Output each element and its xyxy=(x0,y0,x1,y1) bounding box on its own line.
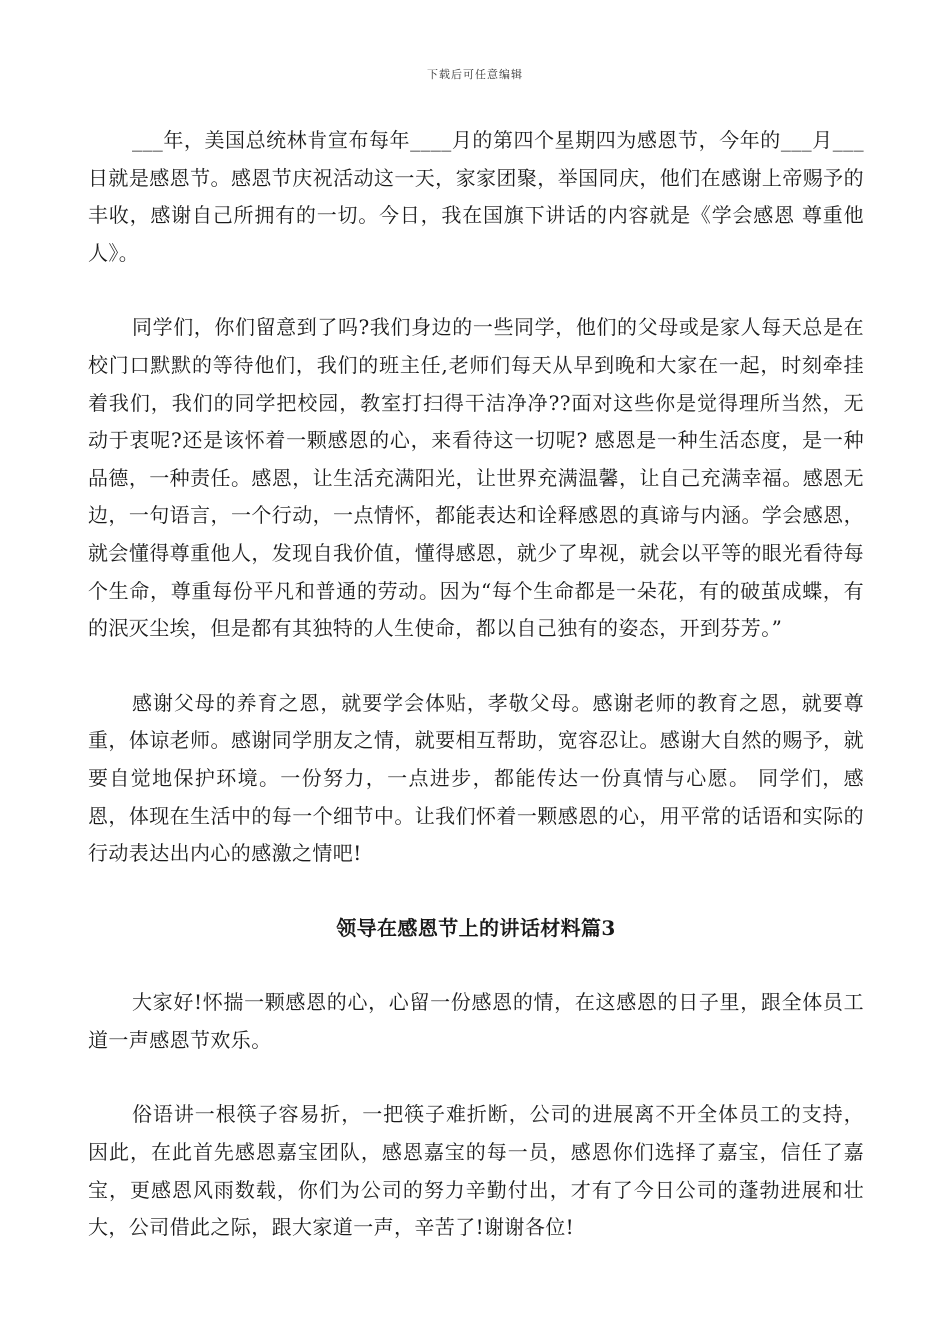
paragraph-greeting: 大家好!怀揣一颗感恩的心，心留一份感恩的情，在这感恩的日子里，跟全体员工道一声感恩节欢乐。 xyxy=(88,990,864,1052)
paragraph-gap xyxy=(88,947,864,984)
section-heading: 领导在感恩节上的讲话材料篇3 xyxy=(336,915,616,940)
paragraph-thanks-parents-teachers: 感谢父母的养育之恩，就要学会体贴，孝敬父母。感谢老师的教育之恩，就要尊重，体谅老师。感谢同学朋友之情，就要相互帮助，宽容忍让。感谢大自然的赐予，就要自觉地保护环境。一份努力，一点进步，都能传达一份真情与心愿。 同学们，感恩，体现在生活中的每一个细节中。让我们怀着一颗感恩的心，用平常的话语和实际的行动表达出内心的感激之情吧! xyxy=(88,690,864,866)
paragraph-gap xyxy=(88,648,864,685)
paragraph-gap xyxy=(88,272,864,309)
paragraph-gap xyxy=(88,873,864,910)
header-note: 下载后可任意编辑 xyxy=(427,68,523,81)
paragraph-thanksgiving-intro: ___年，美国总统林肯宣布每年____月的第四个星期四为感恩节，今年的___月___日就是感恩节。感恩节庆祝活动这一天，家家团聚，举国同庆，他们在感谢上帝赐予的丰收，感谢自己所拥有的一切。今日，我在国旗下讲话的内容就是《学会感恩 尊重他人》。 xyxy=(88,128,864,265)
paragraph-gap xyxy=(88,1059,864,1096)
paragraph-company-thanks: 俗语讲一根筷子容易折，一把筷子难折断，公司的进展离不开全体员工的支持，因此，在此首先感恩嘉宝团队，感恩嘉宝的每一员，感恩你们选择了嘉宝，信任了嘉宝，更感恩风雨数载，你们为公司的努力辛勤付出，才有了今日公司的蓬勃进展和壮大，公司借此之际，跟大家道一声，辛苦了!谢谢各位! xyxy=(88,1102,864,1240)
paragraph-gratitude-attitude: 同学们，你们留意到了吗?我们身边的一些同学，他们的父母或是家人每天总是在校门口默默的等待他们，我们的班主任,老师们每天从早到晚和大家在一起，时刻牵挂着我们，我们的同学把校园，教室打扫得干洁净净??面对这些你是觉得理所当然，无动于衷呢?还是该怀着一颗感恩的心，来看待这一切呢? 感恩是一种生活态度，是一种品德，一种责任。感恩，让生活充满阳光，让世界充满温馨，让自己充满幸福。感恩无边，一句语言，一个行动，一点情怀，都能表达和诠释感恩的真谛与内涵。学会感恩，就会懂得尊重他人，发现自我价值，懂得感恩，就少了卑视，就会以平等的眼光看待每个生命，尊重每份平凡和普通的劳动。因为“每个生命都是一朵花，有的破茧成蝶，有的泯灭尘埃，但是都有其独特的人生使命，都以自己独有的姿态，开到芬芳。” xyxy=(88,315,864,641)
document-body xyxy=(88,122,864,1247)
